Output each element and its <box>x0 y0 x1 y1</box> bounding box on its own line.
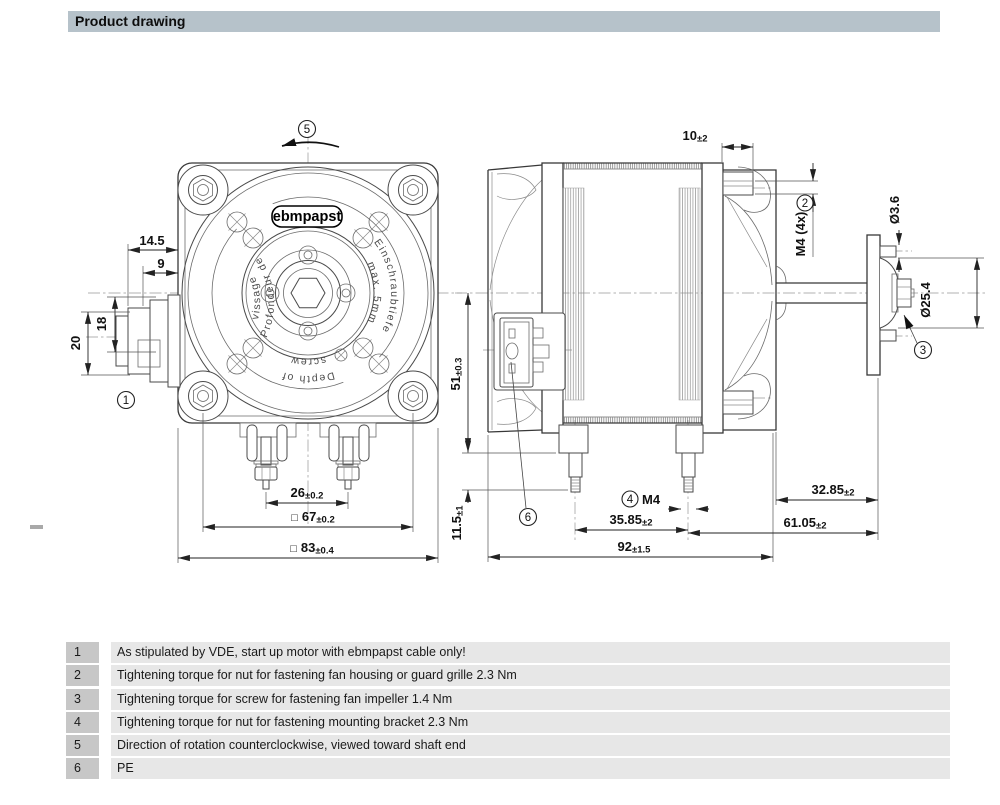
note-number: 5 <box>66 735 99 756</box>
note-text: Tightening torque for screw for fastening fan impeller 1.4 Nm <box>111 689 950 710</box>
bracket-pin-bottom <box>880 330 896 341</box>
table-row <box>66 758 950 779</box>
side-feet-studs <box>559 425 703 492</box>
note-number: 3 <box>66 689 99 710</box>
rotation-direction-callout <box>282 121 339 148</box>
ring-text-french-2: vissage <box>245 273 264 321</box>
dim-14-5: 14.5 <box>139 233 165 248</box>
cable-callout <box>118 392 135 409</box>
shaft-hub <box>880 258 898 328</box>
label-m4: M4 <box>642 492 661 507</box>
dim-9: 9 <box>157 256 165 271</box>
page-title: Product drawing <box>75 13 186 29</box>
label-m4-4x: M4 (4x) <box>793 211 808 257</box>
ring-text-german-1: Einschraubtiefe <box>371 236 401 336</box>
side-connector <box>494 313 565 390</box>
stator-lamination-hatch <box>563 188 584 400</box>
note-text: Tightening torque for nut for fastening mounting bracket 2.3 Nm <box>111 712 950 733</box>
ring-text-french-1: Profondeur de <box>251 254 278 340</box>
dim-20: 20 <box>68 335 83 351</box>
dim-67: □ 67±0.2 <box>291 509 335 526</box>
stator-lamination-hatch <box>679 188 700 400</box>
dim-26: 26±0.2 <box>290 485 324 502</box>
notes-table <box>66 642 950 779</box>
table-row <box>66 665 950 686</box>
dim-d254: Ø25.4 <box>918 282 933 318</box>
note-number: 4 <box>66 712 99 733</box>
dim-d36: Ø3.6 <box>887 195 902 225</box>
bracket-pin-top <box>880 246 896 257</box>
callout-6-number: 6 <box>524 512 532 524</box>
table-row <box>66 642 950 663</box>
note-number: 1 <box>66 642 99 663</box>
brand-logo <box>272 206 342 227</box>
rotation-arrow <box>282 142 339 147</box>
callout-5-number: 5 <box>303 124 311 136</box>
dim-92: 92±1.5 <box>617 539 651 556</box>
table-row <box>66 712 950 733</box>
dim-11-5: 11.5±1 <box>449 505 466 541</box>
dim-32-85: 32.85±2 <box>811 482 855 499</box>
callout-2-number: 2 <box>801 198 809 210</box>
callout-3-number: 3 <box>919 345 927 357</box>
dim-61-05: 61.05±2 <box>783 515 827 532</box>
dim-18: 18 <box>94 316 109 332</box>
dim-83: □ 83±0.4 <box>290 540 334 557</box>
note-number: 6 <box>66 758 99 779</box>
mounting-bracket-plate <box>867 235 880 375</box>
ring-text-english-2: screw <box>288 353 328 369</box>
note-number: 2 <box>66 665 99 686</box>
table-row <box>66 735 950 756</box>
callout-4-number: 4 <box>626 494 634 506</box>
brand-logo-text: ebmpapst <box>272 209 342 225</box>
front-connector <box>116 295 180 387</box>
dim-51: 51±0.3 <box>448 357 465 391</box>
dim-10: 10±2 <box>682 128 708 145</box>
ring-text-german-2: max. 5mm <box>364 259 384 327</box>
side-view <box>448 128 985 562</box>
dim-35-85: 35.85±2 <box>609 512 653 529</box>
callout-1-number: 1 <box>122 395 130 407</box>
front-view <box>68 121 462 564</box>
ring-text-english-1: Depth of <box>279 369 336 386</box>
note-text: Tightening torque for nut for fastening fan housing or guard grille 2.3 Nm <box>111 665 950 686</box>
table-row <box>66 689 950 710</box>
note-text: PE <box>111 758 950 779</box>
note-text: As stipulated by VDE, start up motor with ebmpapst cable only! <box>111 642 950 663</box>
shaft-nut <box>897 279 911 307</box>
note-text: Direction of rotation counterclockwise, viewed toward shaft end <box>111 735 950 756</box>
